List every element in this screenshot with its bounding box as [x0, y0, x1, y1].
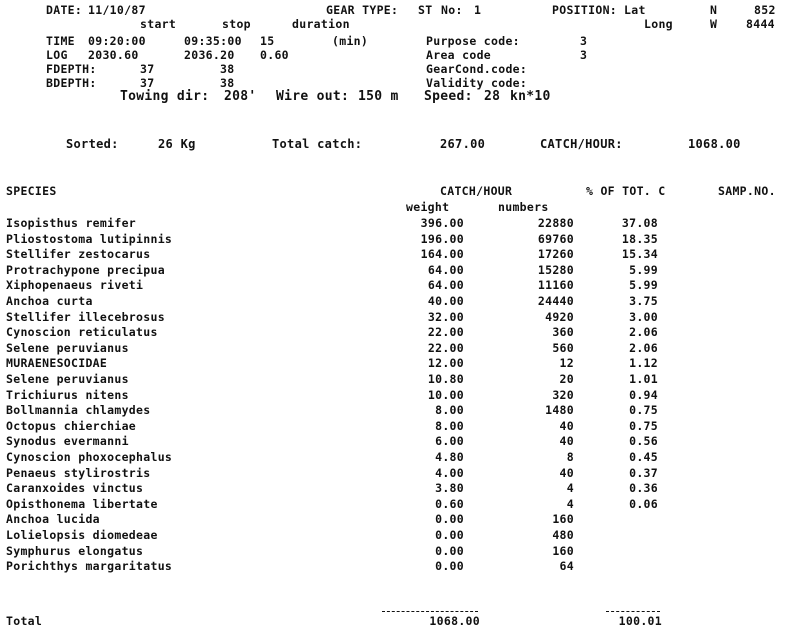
- percent-value: 0.75: [629, 418, 658, 433]
- percent-value: 5.99: [629, 278, 658, 293]
- table-row: [0, 356, 800, 370]
- total-label: Total: [6, 614, 43, 628]
- numbers-value: 4: [566, 481, 574, 496]
- species-name: Trichiurus nitens: [6, 387, 129, 402]
- percent-value: 2.06: [629, 325, 658, 340]
- table-row: [0, 388, 800, 402]
- weight-value: 3.80: [435, 481, 464, 496]
- percent-value: 5.99: [629, 262, 658, 277]
- table-row: [0, 216, 800, 230]
- table-row: [0, 528, 800, 542]
- numbers-value: 17260: [537, 247, 574, 262]
- percent-value: 0.36: [629, 481, 658, 496]
- percent-of-total-column-header: % OF TOT. C: [586, 184, 666, 198]
- fdepth-stop: 38: [220, 62, 235, 76]
- bdepth-label: BDEPTH:: [46, 76, 97, 90]
- gearcond-code-label: GearCond.code:: [426, 62, 528, 76]
- weight-value: 6.00: [435, 434, 464, 449]
- weight-value: 10.00: [427, 387, 464, 402]
- time-label: TIME: [46, 34, 75, 48]
- table-row: [0, 294, 800, 308]
- table-row: [0, 372, 800, 386]
- sorted-label: Sorted:: [66, 137, 119, 151]
- table-row: [0, 434, 800, 448]
- species-name: Isopisthus remifer: [6, 216, 137, 230]
- catch-per-hour-column-header: CATCH/HOUR: [440, 184, 513, 198]
- weight-value: 32.00: [427, 309, 464, 324]
- weight-value: 4.80: [435, 450, 464, 464]
- lat-hemisphere: N: [710, 3, 718, 17]
- percent-value: 0.56: [629, 434, 658, 449]
- weight-column-header: weight: [406, 200, 450, 214]
- date-label: DATE:: [46, 3, 83, 17]
- percent-value: 15.34: [621, 247, 658, 262]
- fdepth-start: 37: [140, 62, 155, 76]
- table-row: [0, 559, 800, 573]
- percent-value: 1.12: [629, 356, 658, 371]
- numbers-value: 360: [552, 325, 574, 340]
- numbers-value: 12: [559, 356, 574, 371]
- numbers-value: 40: [559, 465, 574, 480]
- percent-value: 0.75: [629, 403, 658, 418]
- col-duration-label: duration: [292, 17, 350, 31]
- species-name: Protrachypone precipua: [6, 262, 165, 277]
- numbers-value: 320: [552, 387, 574, 402]
- numbers-value: 69760: [537, 231, 574, 246]
- weight-value: 22.00: [427, 325, 464, 340]
- area-code-label: Area code: [426, 48, 492, 62]
- weight-value: 12.00: [427, 356, 464, 371]
- long-value: 8444: [746, 17, 775, 31]
- species-name: Cynoscion reticulatus: [6, 325, 158, 340]
- weight-total-rule: [382, 611, 478, 612]
- long-label: Long: [644, 17, 673, 31]
- speed-unit: kn*10: [510, 89, 551, 104]
- numbers-value: 22880: [537, 216, 574, 230]
- validity-code-label: Validity code:: [426, 76, 528, 90]
- species-name: Pliostostoma lutipinnis: [6, 231, 173, 246]
- weight-value: 0.00: [435, 543, 464, 558]
- position-label: POSITION:: [552, 3, 618, 17]
- weight-value: 64.00: [427, 262, 464, 277]
- log-start: 2030.60: [88, 48, 139, 62]
- numbers-value: 11160: [537, 278, 574, 293]
- table-row: [0, 450, 800, 464]
- weight-value: 8.00: [435, 403, 464, 418]
- percent-value: 2.06: [629, 340, 658, 355]
- species-name: Symphurus elongatus: [6, 543, 144, 558]
- table-row: [0, 403, 800, 417]
- numbers-value: 160: [552, 543, 574, 558]
- species-name: Bollmannia chlamydes: [6, 403, 151, 418]
- species-name: Selene peruvianus: [6, 340, 129, 355]
- percent-value: 18.35: [621, 231, 658, 246]
- numbers-value: 4: [566, 496, 574, 511]
- weight-value: 10.80: [427, 372, 464, 386]
- species-name: Xiphopenaeus riveti: [6, 278, 144, 293]
- fdepth-label: FDEPTH:: [46, 62, 97, 76]
- species-name: Caranxoides vinctus: [6, 481, 144, 496]
- table-row: [0, 325, 800, 339]
- numbers-value: 480: [552, 528, 574, 542]
- total-weight: 1068.00: [429, 614, 480, 628]
- species-name: Porichthys margaritatus: [6, 559, 173, 574]
- weight-value: 0.60: [435, 496, 464, 511]
- weight-value: 0.00: [435, 512, 464, 527]
- species-name: Stellifer zestocarus: [6, 247, 151, 262]
- percent-value: 3.75: [629, 294, 658, 308]
- percent-value: 0.06: [629, 496, 658, 511]
- numbers-value: 8: [566, 450, 574, 464]
- species-name: Synodus evermanni: [6, 434, 129, 449]
- station-no-value: 1: [474, 3, 482, 17]
- log-duration: 0.60: [260, 48, 289, 62]
- weight-value: 40.00: [427, 294, 464, 308]
- wire-out-value: 150 m: [358, 89, 399, 104]
- total-percent: 100.01: [618, 614, 662, 628]
- species-name: Penaeus stylirostris: [6, 465, 151, 480]
- percent-value: 0.37: [629, 465, 658, 480]
- wire-out-label: Wire out:: [276, 89, 350, 104]
- col-stop-label: stop: [222, 17, 251, 31]
- sorted-value: 26 Kg: [158, 137, 196, 151]
- total-catch-value: 267.00: [440, 137, 486, 151]
- area-code-value: 3: [580, 48, 588, 62]
- species-name: Opisthonema libertate: [6, 496, 158, 511]
- weight-value: 8.00: [435, 418, 464, 433]
- purpose-code-label: Purpose code:: [426, 34, 520, 48]
- weight-value: 164.00: [420, 247, 464, 262]
- total-catch-label: Total catch:: [272, 137, 363, 151]
- date-value: 11/10/87: [88, 3, 146, 17]
- table-row: [0, 419, 800, 433]
- table-row: [0, 341, 800, 355]
- species-name: Selene peruvianus: [6, 372, 129, 386]
- weight-value: 4.00: [435, 465, 464, 480]
- species-column-header: SPECIES: [6, 184, 57, 198]
- weight-value: 0.00: [435, 559, 464, 574]
- bdepth-start: 37: [140, 76, 155, 90]
- table-row: [0, 263, 800, 277]
- catch-per-hour-label: CATCH/HOUR:: [540, 137, 623, 151]
- table-row: [0, 497, 800, 511]
- percent-total-rule: [606, 611, 660, 612]
- weight-value: 64.00: [427, 278, 464, 293]
- numbers-value: 160: [552, 512, 574, 527]
- table-row: [0, 512, 800, 526]
- time-duration: 15: [260, 34, 275, 48]
- numbers-value: 40: [559, 418, 574, 433]
- species-name: Cynoscion phoxocephalus: [6, 450, 173, 464]
- species-name: Octopus chierchiae: [6, 418, 137, 433]
- species-name: Lolielopsis diomedeae: [6, 528, 158, 542]
- long-hemisphere: W: [710, 17, 718, 31]
- numbers-value: 15280: [537, 262, 574, 277]
- percent-value: 3.00: [629, 309, 658, 324]
- gear-type-value: ST: [418, 3, 433, 17]
- speed-value: 28: [484, 89, 501, 104]
- time-stop: 09:35:00: [184, 34, 242, 48]
- station-no-label: No:: [441, 3, 463, 17]
- percent-value: 37.08: [621, 216, 658, 230]
- table-row: [0, 232, 800, 246]
- percent-value: 0.94: [629, 387, 658, 402]
- col-start-label: start: [140, 17, 177, 31]
- table-row: [0, 278, 800, 292]
- gear-type-label: GEAR TYPE:: [326, 3, 399, 17]
- table-row: [0, 247, 800, 261]
- species-name: Anchoa lucida: [6, 512, 100, 527]
- table-row: [0, 544, 800, 558]
- numbers-column-header: numbers: [498, 200, 549, 214]
- numbers-value: 40: [559, 434, 574, 449]
- weight-value: 196.00: [420, 231, 464, 246]
- speed-label: Speed:: [424, 89, 473, 104]
- numbers-value: 1480: [545, 403, 574, 418]
- table-row: [0, 481, 800, 495]
- weight-value: 0.00: [435, 528, 464, 542]
- weight-value: 22.00: [427, 340, 464, 355]
- purpose-code-value: 3: [580, 34, 588, 48]
- numbers-value: 64: [559, 559, 574, 574]
- catch-per-hour-value: 1068.00: [688, 137, 741, 151]
- lat-value: 852: [754, 3, 776, 17]
- numbers-value: 560: [552, 340, 574, 355]
- lat-label: Lat: [624, 3, 646, 17]
- time-unit: (min): [332, 34, 369, 48]
- towing-dir-value: 208': [224, 89, 257, 104]
- log-stop: 2036.20: [184, 48, 235, 62]
- weight-value: 396.00: [420, 216, 464, 230]
- species-name: Anchoa curta: [6, 294, 93, 308]
- species-name: MURAENESOCIDAE: [6, 356, 108, 371]
- species-name: Stellifer illecebrosus: [6, 309, 165, 324]
- table-row: [0, 310, 800, 324]
- log-label: LOG: [46, 48, 68, 62]
- numbers-value: 24440: [537, 294, 574, 308]
- bdepth-stop: 38: [220, 76, 235, 90]
- sample-number-column-header: SAMP.NO.: [718, 184, 776, 198]
- percent-value: 0.45: [629, 450, 658, 464]
- numbers-value: 4920: [545, 309, 574, 324]
- towing-dir-label: Towing dir:: [120, 89, 210, 104]
- percent-value: 1.01: [629, 372, 658, 386]
- numbers-value: 20: [559, 372, 574, 386]
- time-start: 09:20:00: [88, 34, 146, 48]
- table-row: [0, 466, 800, 480]
